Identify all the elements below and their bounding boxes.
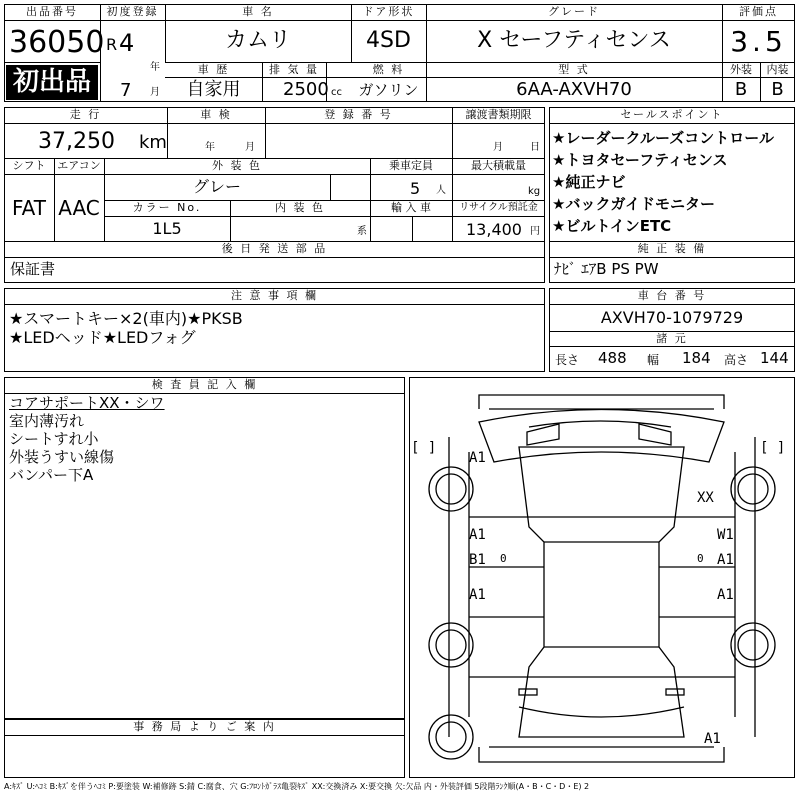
later: 保証書	[10, 260, 56, 278]
recycle: 13,400	[466, 220, 522, 239]
car-diagram	[409, 377, 795, 778]
mark-rear: A1	[704, 731, 721, 747]
width: 184	[682, 349, 711, 367]
inspector-label: 検 査 員 記 入 欄	[151, 378, 258, 391]
capacity-unit: 人	[436, 185, 446, 196]
length: 488	[598, 349, 627, 367]
displacement-unit: cc	[331, 87, 342, 98]
notes-label: 注 意 事 項 欄	[231, 289, 318, 302]
height: 144	[760, 349, 789, 367]
exterior-label: 外装	[730, 63, 752, 76]
mark-front-left: A1	[469, 450, 486, 466]
grade-label: グレード	[548, 5, 600, 18]
history-label: 車 歴	[197, 63, 230, 76]
interior-label: 内装	[766, 63, 789, 76]
grade: X セーフティセンス	[477, 28, 671, 53]
import-label: 輸 入 車	[391, 201, 431, 214]
mark-right-rear-door: A1	[717, 587, 734, 603]
inspector-line: 外装うすい線傷	[9, 448, 115, 466]
maxload-unit: kg	[528, 186, 541, 197]
model-label: 型 式	[558, 63, 590, 76]
colorno: 1L5	[152, 219, 182, 238]
capacity-label: 乗車定員	[389, 159, 433, 172]
shift-label: シフト	[12, 159, 46, 172]
ac-label: エアコン	[57, 159, 101, 172]
equip: ﾅﾋﾞ ｴｱB PS PW	[554, 260, 659, 278]
office-label: 事 務 局 よ り ご 案 内	[133, 720, 276, 733]
car-name-label: 車 名	[242, 5, 274, 18]
inspector-line: バンパー下A	[9, 466, 94, 484]
sales-point: ★レーダークルーズコントロール	[552, 129, 774, 147]
inspector-line: 室内薄汚れ	[9, 412, 85, 430]
width-label: 幅	[647, 353, 660, 367]
zero-left: 0	[500, 552, 507, 565]
notes-line: ★LEDヘッド★LEDフォグ	[9, 328, 196, 347]
inspection-label: 車 検	[200, 108, 232, 121]
intcolor-label: 内 装 色	[275, 201, 325, 214]
length-label: 長さ	[555, 353, 580, 367]
equip-label: 純 正 装 備	[637, 242, 707, 255]
reg-label: 初度登録	[106, 5, 159, 18]
mark-left-b: B1	[469, 552, 486, 568]
chassis-label: 車 台 番 号	[637, 289, 707, 302]
model: 6AA-AXVH70	[516, 79, 632, 100]
fuel-label: 燃 料	[372, 63, 405, 76]
later-label: 後 日 発 送 部 品	[221, 242, 328, 255]
history: 自家用	[186, 79, 241, 100]
recycle-label: リサイクル預託金	[459, 202, 538, 213]
ac: AAC	[58, 196, 100, 220]
legend: A:ｷｽﾞ U:ﾍｺﾐ B:ｷｽﾞを伴うﾍｺﾐ P:要塗装 W:補修跡 S:錆 C:腐食、穴 G:ﾌﾛﾝﾄｶﾞﾗｽ亀裂ｷｽﾞ XX:交換済み X:要交換 欠:欠品 内・外装評価 5段階ﾗﾝｸ順(A・B・C・D・E) 2	[4, 782, 590, 791]
reg-month: 7	[120, 80, 132, 101]
color-label: 外 装 色	[212, 159, 262, 172]
height-label: 高さ	[724, 353, 749, 367]
era: R	[106, 35, 118, 54]
mark-left-front-door: A1	[469, 527, 486, 543]
bracket-left: [ ]	[411, 440, 437, 456]
door-type: 4SD	[366, 28, 411, 53]
regno-label: 登 録 番 号	[324, 108, 393, 121]
mileage-unit: km	[139, 132, 167, 153]
sales-label: セールスポイント	[620, 108, 724, 121]
year-unit: 年	[150, 62, 160, 73]
mileage: 37,250	[38, 129, 115, 154]
capacity: 5	[410, 179, 421, 198]
first-listing-text: 初出品	[12, 67, 91, 97]
sales-point: ★トヨタセーフティセンス	[552, 151, 728, 169]
mileage-label: 走 行	[69, 108, 102, 121]
zero-right: 0	[697, 552, 704, 565]
car-name: カムリ	[224, 28, 291, 53]
color: グレー	[192, 177, 241, 196]
dims-label: 諸 元	[656, 332, 688, 345]
chassis-number: AXVH70-1079729	[600, 308, 744, 327]
score-label: 評価点	[739, 5, 778, 18]
shift: FAT	[11, 196, 46, 220]
transfer-month-unit: 月	[493, 142, 503, 153]
exterior-grade: B	[734, 79, 748, 100]
colorno-label: カラー No.	[132, 201, 202, 214]
notes-line: ★スマートキー×2(車内)★PKSB	[9, 309, 243, 328]
mark-right-front: XX	[697, 490, 714, 506]
inspector-line: シートすれ小	[9, 430, 99, 448]
sales-point: ★バックガイドモニター	[552, 195, 715, 213]
door-label: ドア形状	[362, 5, 415, 18]
displacement: 2500	[283, 79, 329, 100]
recycle-unit: 円	[530, 226, 540, 237]
month-unit: 月	[150, 87, 160, 98]
lot-label: 出品番号	[26, 5, 78, 18]
mark-left-rear-door: A1	[469, 587, 486, 603]
transfer-label: 譲渡書類期限	[465, 108, 532, 121]
score: 3.5	[730, 25, 787, 58]
fuel: ガソリン	[358, 81, 419, 99]
insp-month-unit: 月	[245, 142, 255, 153]
insp-year-unit: 年	[205, 142, 215, 153]
inspector-line: コアサポートXX・シワ	[9, 394, 165, 412]
mark-right-front-door: W1	[717, 527, 734, 543]
lot-number: 36050	[9, 25, 105, 60]
bracket-right: [ ]	[760, 440, 786, 456]
mark-right-door: A1	[717, 552, 734, 568]
sales-point: ★純正ナビ	[552, 173, 626, 191]
sales-point: ★ビルトインETC	[552, 217, 672, 235]
reg-year: 4	[119, 29, 135, 57]
interior-grade: B	[771, 79, 784, 100]
intcolor-suffix: 系	[357, 226, 367, 237]
displacement-label: 排 気 量	[269, 63, 319, 76]
transfer-day-unit: 日	[530, 142, 540, 153]
maxload-label: 最大積載量	[471, 159, 526, 172]
